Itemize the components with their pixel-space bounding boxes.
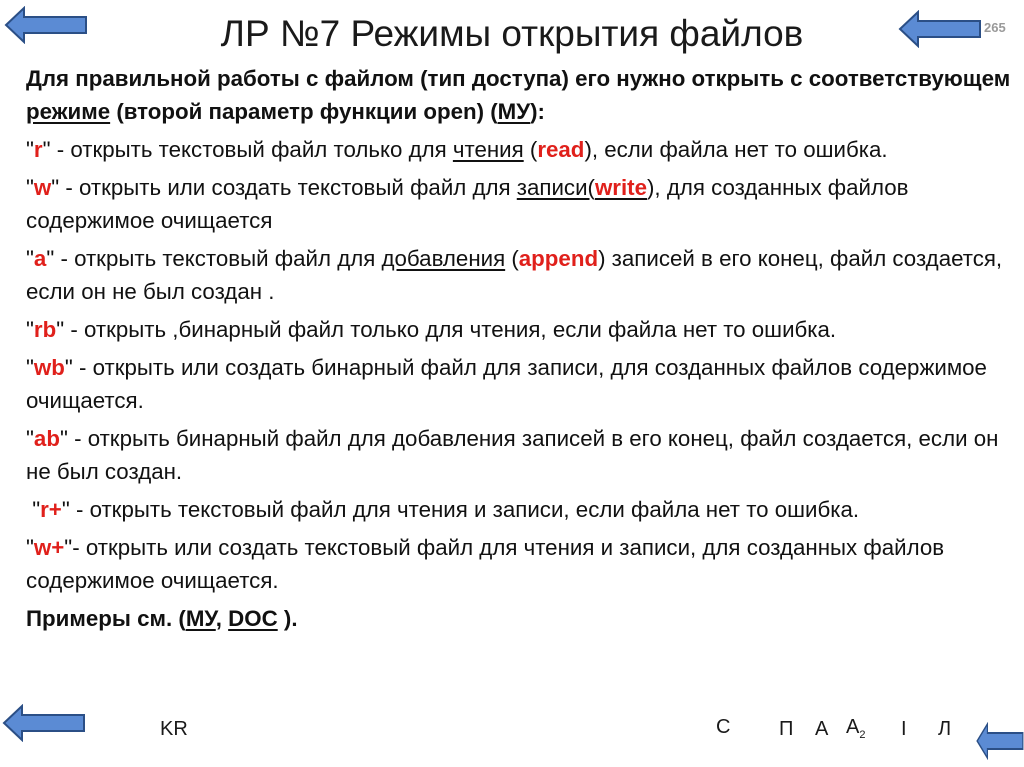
quote: ": [51, 175, 60, 200]
quote: ": [56, 317, 65, 342]
mode-item: [26, 531, 1011, 602]
quote: ": [26, 426, 34, 451]
mode-code: wb: [33, 355, 65, 380]
mode-item: [26, 493, 1011, 531]
nav-p-link[interactable]: П: [779, 718, 794, 740]
mode-code: w: [33, 175, 52, 200]
mode-item: [26, 133, 1011, 171]
nav-c-link[interactable]: C: [716, 716, 731, 738]
nav-i-link[interactable]: I: [901, 718, 907, 740]
nav-l-link[interactable]: Л: [938, 718, 952, 740]
mode-description: (: [505, 246, 519, 271]
quote: ": [26, 355, 34, 380]
write-link[interactable]: [517, 175, 647, 200]
quote: ": [26, 535, 34, 560]
nav-a2-link[interactable]: [846, 716, 865, 741]
mode-description: - открыть текстовый файл только для: [50, 137, 453, 162]
mode-code: rb: [33, 317, 57, 342]
mode-description: - открыть ,бинарный файл только для чтения, если файла нет то ошибка.: [64, 317, 837, 342]
mode-link[interactable]: режиме: [26, 99, 111, 124]
mode-item: [26, 422, 1011, 493]
write-link-text: записи(: [516, 175, 595, 200]
mode-item: [26, 313, 1011, 351]
doc-link[interactable]: DOC: [228, 606, 278, 631]
append-link[interactable]: добавления: [381, 246, 506, 271]
nav-kr-link[interactable]: KR: [160, 718, 188, 740]
read-link[interactable]: чтения: [452, 137, 524, 162]
mode-code: ab: [33, 426, 60, 451]
back-arrow-icon[interactable]: [2, 704, 86, 742]
nav-a2-text: А: [846, 716, 860, 738]
quote: ": [26, 246, 34, 271]
examples-text: Примеры см. (: [26, 606, 186, 631]
mu-link[interactable]: МУ: [497, 99, 531, 124]
back-arrow-icon[interactable]: [976, 722, 1024, 760]
examples-text: ).: [277, 606, 298, 631]
mode-description: - открыть или создать текстовый файл для чтения и записи, для созданных файлов содержимое очищается.: [26, 535, 945, 593]
intro-paragraph: [26, 62, 1011, 133]
mode-keyword: read: [537, 137, 585, 162]
quote: ": [61, 497, 70, 522]
mode-description: ) записей в его конец, файл создается, если он не был создан .: [26, 246, 1003, 304]
quote: ": [64, 355, 73, 380]
mode-description: ), если файла нет то ошибка.: [584, 137, 888, 162]
mu-link[interactable]: МУ: [185, 606, 216, 631]
mode-code: w+: [33, 535, 65, 560]
mode-description: - открыть или создать бинарный файл для записи, для созданных файлов содержимое очищается.: [26, 355, 987, 413]
nav-a-link[interactable]: А: [815, 718, 829, 740]
page-number: 265: [984, 20, 1006, 35]
mode-code: r+: [40, 497, 62, 522]
quote: ": [64, 535, 73, 560]
mode-description: - открыть бинарный файл для добавления записей в его конец, файл создается, если он не был создан.: [26, 426, 999, 484]
mode-description: - открыть текстовый файл для: [54, 246, 382, 271]
slide-body: [26, 62, 1011, 635]
mode-keyword: write: [594, 175, 647, 200]
mode-code: r: [33, 137, 43, 162]
mode-item: [26, 242, 1011, 313]
quote: ": [26, 497, 41, 522]
mode-description: ), для созданных файлов содержимое очищается: [26, 175, 909, 233]
examples-text: ,: [215, 606, 229, 631]
mode-item: [26, 171, 1011, 242]
slide-title: ЛР №7 Режимы открытия файлов: [220, 13, 804, 54]
mode-description: (: [523, 137, 538, 162]
intro-text: ):: [530, 99, 545, 124]
mode-code: a: [33, 246, 47, 271]
mode-description: - открыть текстовый файл для чтения и записи, если файла нет то ошибка.: [69, 497, 860, 522]
nav-a2-subscript: 2: [859, 729, 866, 741]
mode-description: - открыть или создать текстовый файл для: [59, 175, 517, 200]
quote: ": [42, 137, 51, 162]
mode-item: [26, 351, 1011, 422]
quote: ": [59, 426, 68, 451]
quote: ": [26, 175, 34, 200]
mode-keyword: append: [518, 246, 599, 271]
examples-line: [26, 602, 1011, 635]
quote: ": [26, 317, 34, 342]
quote: ": [26, 137, 34, 162]
intro-text: Для правильной работы с файлом (тип доступа) его нужно открыть с соответствующем: [26, 66, 1011, 91]
intro-text: (второй параметр функции open) (: [110, 99, 498, 124]
quote: ": [46, 246, 55, 271]
